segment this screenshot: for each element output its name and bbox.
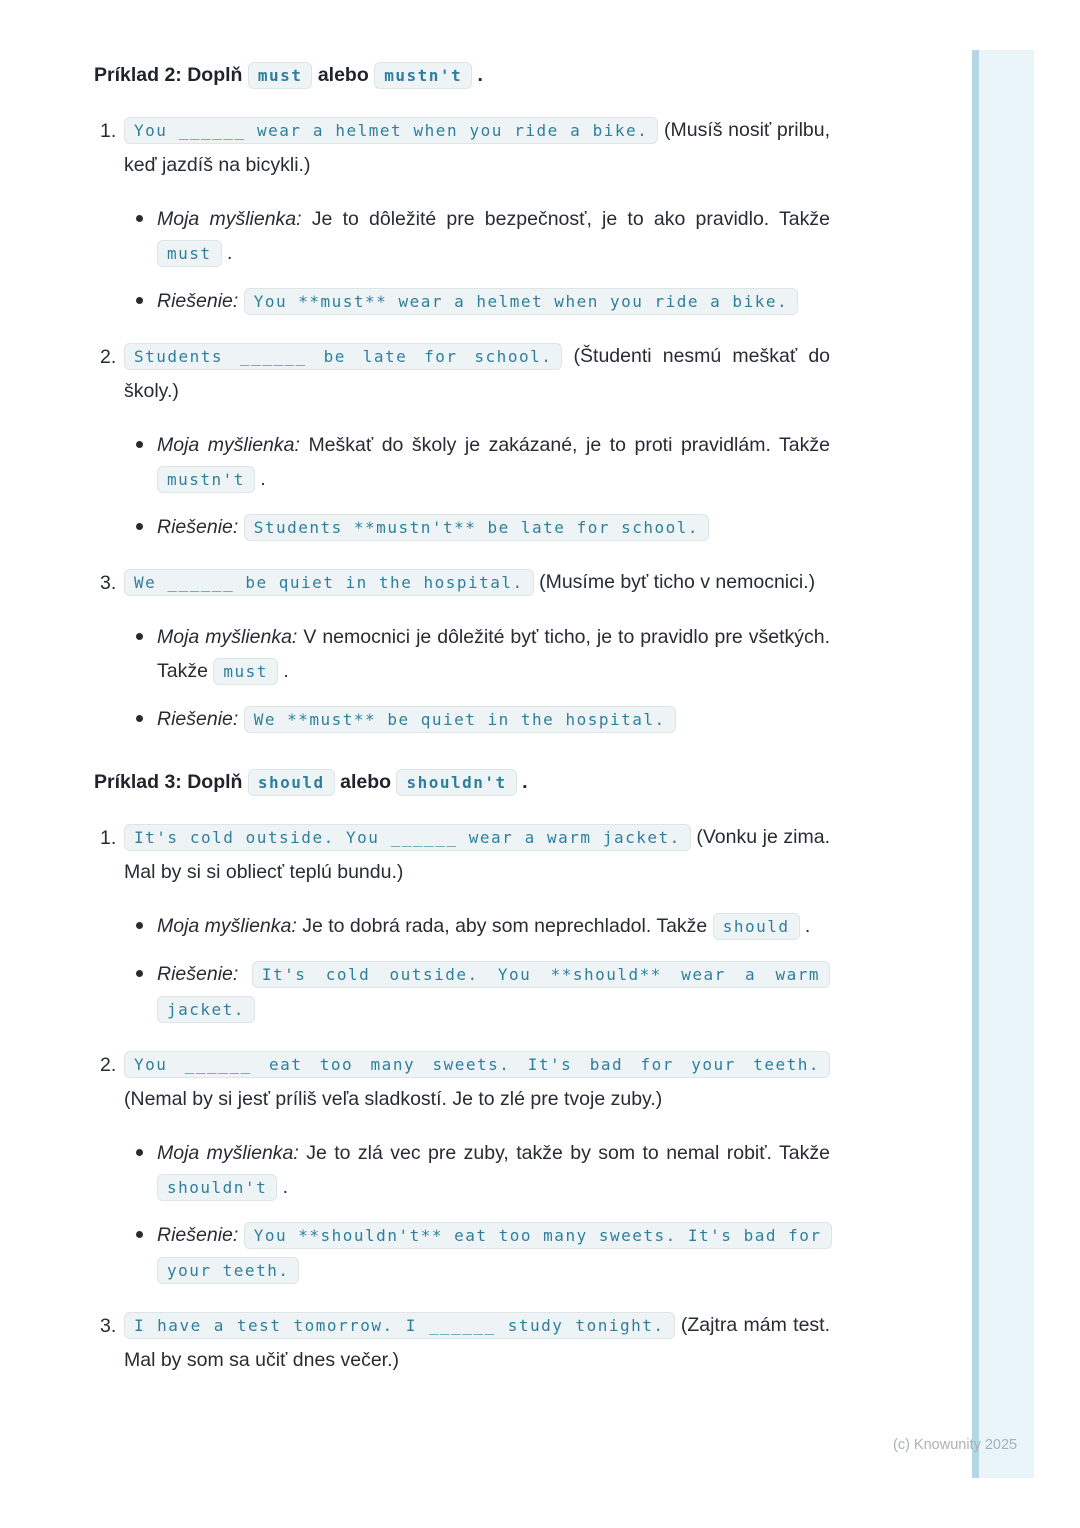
thought-answer-chip: must	[213, 658, 278, 685]
exercise-sentence	[124, 565, 830, 600]
section-heading	[94, 763, 830, 802]
heading-suffix: .	[522, 771, 528, 793]
exercise-item	[94, 339, 830, 545]
solution-code-chip: You **shouldn't** eat too many sweets. It's bad for your teeth.	[157, 1222, 832, 1284]
solution-label: Riešenie:	[157, 1224, 239, 1246]
section-priklad-3	[94, 763, 830, 1377]
solution-bullet	[124, 702, 830, 737]
thought-bullet	[124, 909, 830, 944]
item-notes	[124, 620, 830, 737]
thought-answer-chip: must	[157, 240, 222, 267]
heading-prefix: Príklad 3: Doplň	[94, 771, 243, 793]
item-number: 2.	[100, 346, 117, 368]
thought-answer-chip: shouldn't	[157, 1174, 277, 1201]
item-number: 2.	[100, 1054, 117, 1076]
thought-bullet	[124, 428, 830, 497]
sentence-code-chip: You ______ eat too many sweets. It's bad for your teeth.	[124, 1051, 830, 1078]
item-notes	[124, 428, 830, 545]
exercise-list	[94, 113, 830, 737]
solution-code-chip: We **must** be quiet in the hospital.	[244, 706, 676, 733]
thought-suffix: .	[804, 915, 811, 937]
thought-bullet	[124, 202, 830, 271]
sentence-code-chip: I have a test tomorrow. I ______ study tonight.	[124, 1312, 675, 1339]
item-number: 1.	[100, 827, 117, 849]
exercise-sentence	[124, 113, 830, 182]
exercise-sentence	[124, 1047, 830, 1116]
solution-label: Riešenie:	[157, 708, 239, 730]
heading-conjunction: alebo	[317, 64, 369, 86]
modal-option-chip: mustn't	[374, 62, 472, 89]
thought-label: Moja myšlienka:	[157, 1142, 299, 1164]
solution-code-chip: You **must** wear a helmet when you ride a bike.	[244, 288, 798, 315]
exercise-item	[94, 1047, 830, 1288]
thought-label: Moja myšlienka:	[157, 208, 302, 230]
item-notes	[124, 909, 830, 1027]
sentence-translation: (Zajtra mám test. Mal by som sa učiť dnes večer.)	[124, 1314, 830, 1371]
solution-bullet	[124, 1218, 830, 1288]
solution-label: Riešenie:	[157, 290, 239, 312]
sentence-code-chip: It's cold outside. You ______ wear a warm jacket.	[124, 824, 691, 851]
exercise-item	[94, 820, 830, 1027]
solution-code-chip: It's cold outside. You **should** wear a warm jacket.	[157, 961, 830, 1023]
solution-label: Riešenie:	[157, 516, 239, 538]
exercise-sentence	[124, 820, 830, 889]
heading-prefix: Príklad 2: Doplň	[94, 64, 243, 86]
page-edge-stripe	[972, 50, 1034, 1478]
item-number: 3.	[100, 1315, 117, 1337]
sentence-translation: (Nemal by si jesť príliš veľa sladkostí. Je to zlé pre tvoje zuby.)	[124, 1088, 663, 1110]
thought-answer-chip: should	[713, 913, 800, 940]
sentence-translation: (Musíš nosiť prilbu, keď jazdíš na bicykli.)	[124, 119, 831, 176]
exercise-sentence	[124, 1308, 830, 1377]
thought-label: Moja myšlienka:	[157, 915, 297, 937]
solution-label: Riešenie:	[157, 963, 239, 985]
thought-label: Moja myšlienka:	[157, 434, 300, 456]
exercise-item	[94, 1308, 830, 1377]
solution-bullet	[124, 510, 830, 545]
thought-text: Je to zlá vec pre zuby, takže by som to nemal robiť. Takže	[306, 1142, 830, 1164]
modal-option-chip: shouldn't	[396, 769, 516, 796]
worksheet-content	[94, 56, 830, 1397]
section-heading	[94, 56, 830, 95]
sentence-code-chip: Students ______ be late for school.	[124, 343, 562, 370]
sentence-translation: (Musíme byť ticho v nemocnici.)	[539, 571, 816, 593]
exercise-item	[94, 565, 830, 737]
item-notes	[124, 1136, 830, 1288]
item-notes	[124, 202, 830, 319]
thought-bullet	[124, 620, 830, 689]
sentence-code-chip: You ______ wear a helmet when you ride a bike.	[124, 117, 658, 144]
sentence-code-chip: We ______ be quiet in the hospital.	[124, 569, 534, 596]
thought-text: Je to dobrá rada, aby som neprechladol. Takže	[302, 915, 708, 937]
item-number: 3.	[100, 572, 117, 594]
heading-conjunction: alebo	[340, 771, 392, 793]
thought-text: Je to dôležité pre bezpečnosť, je to ako pravidlo. Takže	[311, 208, 830, 230]
thought-answer-chip: mustn't	[157, 466, 255, 493]
thought-bullet	[124, 1136, 830, 1205]
thought-suffix: .	[283, 660, 289, 682]
section-priklad-2	[94, 56, 830, 737]
thought-suffix: .	[226, 242, 233, 264]
exercise-list	[94, 820, 830, 1377]
thought-text: Meškať do školy je zakázané, je to proti pravidlám. Takže	[308, 434, 830, 456]
modal-option-chip: must	[248, 62, 313, 89]
thought-suffix: .	[282, 1176, 289, 1198]
solution-code-chip: Students **mustn't** be late for school.	[244, 514, 709, 541]
copyright-footer: (c) Knowunity 2025	[893, 1437, 1018, 1453]
exercise-sentence	[124, 339, 830, 408]
sentence-translation: (Študenti nesmú meškať do školy.)	[124, 345, 831, 402]
thought-suffix: .	[260, 468, 266, 490]
heading-suffix: .	[477, 64, 483, 86]
thought-text: V nemocnici je dôležité byť ticho, je to pravidlo pre všetkých. Takže	[157, 626, 830, 682]
thought-label: Moja myšlienka:	[157, 626, 298, 648]
sentence-translation: (Vonku je zima. Mal by si si obliecť teplú bundu.)	[124, 826, 830, 883]
solution-bullet	[124, 957, 830, 1027]
modal-option-chip: should	[248, 769, 335, 796]
solution-bullet	[124, 284, 830, 319]
exercise-item	[94, 113, 830, 319]
item-number: 1.	[100, 120, 117, 142]
